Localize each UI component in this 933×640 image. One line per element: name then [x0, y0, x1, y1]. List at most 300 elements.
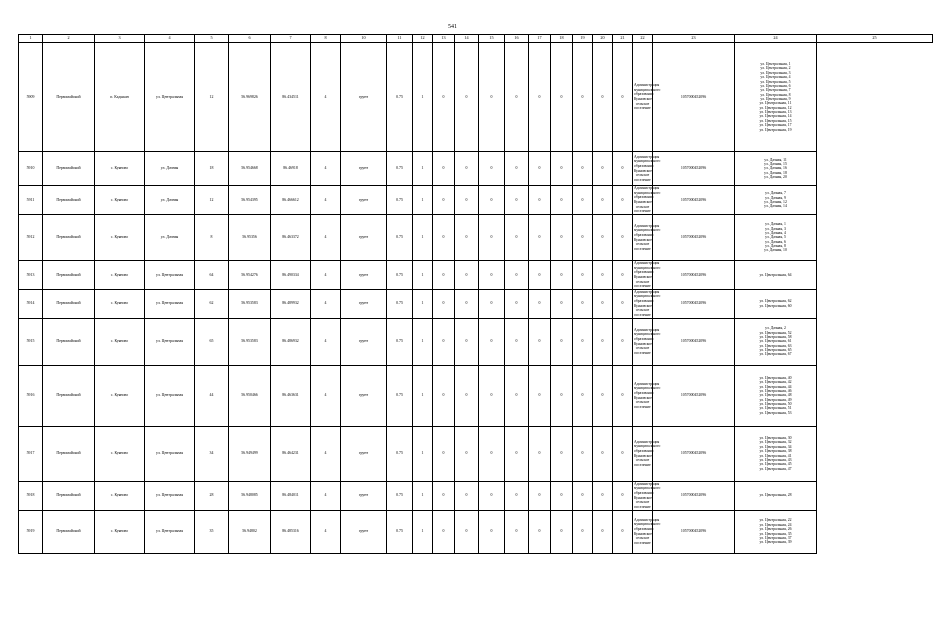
- count-cell: 0: [505, 43, 529, 152]
- count-cell: 0: [433, 318, 455, 365]
- locality-cell: с. Куяново: [95, 510, 145, 553]
- row-number-cell: 5919: [19, 510, 43, 553]
- count-cell: 0: [433, 289, 455, 318]
- column-number-header: 2: [43, 35, 95, 43]
- owner-organization-cell: Администрация муниципального образования Куяновское сельское поселение: [633, 215, 653, 261]
- address-line: ул. Центральная, 28: [759, 493, 792, 498]
- ogrn-cell: 1057000452096: [653, 318, 735, 365]
- count-cell: 0: [529, 289, 551, 318]
- count-cell: 1: [413, 510, 433, 553]
- street-cell: ул. Центральная: [145, 426, 195, 481]
- count-cell: 1: [413, 318, 433, 365]
- owner-organization-cell: Администрация муниципального образования Куяновское сельское поселение: [634, 481, 661, 509]
- count-cell: 0: [613, 215, 633, 261]
- area-cell: 0.75: [387, 289, 413, 318]
- address-line: ул. Центральная, 62: [759, 299, 792, 304]
- house-number-cell: 64: [195, 261, 229, 290]
- count-cell: 0: [593, 426, 613, 481]
- surface-type-cell: грунт: [341, 426, 387, 481]
- count-cell: 1: [413, 152, 433, 186]
- longitude-cell: 86.484011: [271, 481, 311, 510]
- address-line: ул. Дачная, 14: [764, 204, 787, 209]
- count-cell: 0: [529, 43, 551, 152]
- count-cell: 0: [529, 261, 551, 290]
- address-line: ул. Центральная, 1: [760, 62, 791, 67]
- address-line: ул. Центральная, 24: [759, 522, 792, 527]
- count-cell: 0: [505, 152, 529, 186]
- address-line: ул. Дачная, 9: [765, 195, 786, 200]
- count-cell: 1: [413, 261, 433, 290]
- address-line: ул. Дачная, 11: [764, 157, 787, 162]
- count-cell: 0: [505, 186, 529, 215]
- latitude-cell: 56.954276: [229, 261, 271, 290]
- count-cell: 0: [613, 261, 633, 290]
- surface-type-cell: грунт: [341, 318, 387, 365]
- address-line: ул. Центральная, 42: [759, 380, 792, 385]
- locality-cell: с. Куяново: [95, 481, 145, 510]
- street-cell: ул. Дачная: [145, 152, 195, 186]
- count-cell: 0: [455, 426, 479, 481]
- ogrn-cell: 1057000452096: [653, 365, 735, 426]
- count-cell: 0: [573, 186, 593, 215]
- surface-type-cell: грунт: [341, 510, 387, 553]
- address-line: ул. Центральная, 11: [759, 101, 792, 106]
- table-row: [19, 426, 933, 481]
- count-cell: 0: [455, 215, 479, 261]
- latitude-cell: 56.94802: [229, 510, 271, 553]
- district-cell: Первомайский: [43, 481, 95, 510]
- column-number-header: 13: [433, 35, 455, 43]
- address-line: ул. Дачная, 5: [765, 235, 786, 240]
- column-number-header: 14: [455, 35, 479, 43]
- ogrn-cell: 1057000452096: [653, 152, 735, 186]
- count-cell: 0: [455, 152, 479, 186]
- column-number-header: 3: [95, 35, 145, 43]
- count-cell: 0: [551, 152, 573, 186]
- count-cell: 0: [479, 426, 505, 481]
- latitude-cell: 56.95356: [229, 215, 271, 261]
- address-line: ул. Дачная, 7: [765, 191, 786, 196]
- count-cell: 0: [573, 318, 593, 365]
- column-number-header: 21: [613, 35, 633, 43]
- locality-cell: с. Куяново: [95, 365, 145, 426]
- column-number-header: 7: [271, 35, 311, 43]
- column-number-header: 5: [195, 35, 229, 43]
- surface-type-cell: грунт: [341, 43, 387, 152]
- area-cell: 0.75: [387, 215, 413, 261]
- count-cell: 0: [551, 318, 573, 365]
- count-cell: 0: [455, 43, 479, 152]
- count-cell: 0: [529, 215, 551, 261]
- addresses-cell: [735, 186, 817, 215]
- count-cell: 0: [593, 186, 613, 215]
- district-cell: Первомайский: [43, 365, 95, 426]
- district-cell: Первомайский: [43, 426, 95, 481]
- count-cell: 0: [505, 510, 529, 553]
- address-line: ул. Центральная, 51: [759, 406, 792, 411]
- address-line: ул. Центральная, 44: [759, 384, 792, 389]
- longitude-cell: 86.46918: [271, 152, 311, 186]
- count-cell: 0: [529, 318, 551, 365]
- column-number-header: 16: [505, 35, 529, 43]
- count-cell: 0: [573, 426, 593, 481]
- count-cell: 0: [551, 426, 573, 481]
- address-line: ул. Центральная, 6: [760, 83, 791, 88]
- address-line: ул. Дачная, 20: [764, 175, 787, 180]
- count-cell: 0: [551, 186, 573, 215]
- surface-type-cell: грунт: [341, 481, 387, 510]
- column-number-header: 4: [145, 35, 195, 43]
- value-cell: 4: [311, 510, 341, 553]
- count-cell: 0: [551, 289, 573, 318]
- table-row: [19, 510, 933, 553]
- count-cell: 0: [551, 481, 573, 510]
- address-line: ул. Центральная, 67: [759, 352, 792, 357]
- address-line: ул. Дачная, 4: [765, 230, 786, 235]
- address-line: ул. Центральная, 13: [759, 110, 792, 115]
- value-cell: 4: [311, 318, 341, 365]
- count-cell: 0: [551, 510, 573, 553]
- area-cell: 0.75: [387, 510, 413, 553]
- ogrn-cell: 1057000452096: [653, 261, 735, 290]
- column-number-header: 22: [633, 35, 653, 43]
- area-cell: 0.75: [387, 426, 413, 481]
- row-number-cell: 5916: [19, 365, 43, 426]
- longitude-cell: 86.464231: [271, 426, 311, 481]
- count-cell: 0: [529, 152, 551, 186]
- owner-organization-cell: Администрация муниципального образования Куяновское сельское поселение: [634, 289, 661, 317]
- address-line: ул. Центральная, 45: [759, 462, 792, 467]
- address-line: ул. Центральная, 15: [759, 118, 792, 123]
- surface-type-cell: грунт: [341, 261, 387, 290]
- count-cell: 0: [455, 481, 479, 510]
- count-cell: 0: [613, 510, 633, 553]
- count-cell: 0: [479, 318, 505, 365]
- longitude-cell: 86.490334: [271, 261, 311, 290]
- count-cell: 0: [593, 365, 613, 426]
- longitude-cell: 86.486932: [271, 318, 311, 365]
- address-line: ул. Центральная, 39: [759, 540, 792, 545]
- value-cell: 4: [311, 261, 341, 290]
- count-cell: 0: [433, 510, 455, 553]
- count-cell: 0: [479, 510, 505, 553]
- count-cell: 0: [455, 365, 479, 426]
- count-cell: 0: [573, 261, 593, 290]
- district-cell: Первомайский: [43, 43, 95, 152]
- column-number-header: 18: [551, 35, 573, 43]
- district-cell: Первомайский: [43, 215, 95, 261]
- count-cell: 0: [593, 481, 613, 510]
- address-line: ул. Центральная, 35: [759, 531, 792, 536]
- count-cell: 0: [573, 152, 593, 186]
- address-line: ул. Дачная, 16: [764, 166, 787, 171]
- area-cell: 0.75: [387, 261, 413, 290]
- count-cell: 0: [593, 261, 613, 290]
- latitude-cell: 56.948085: [229, 481, 271, 510]
- surface-type-cell: грунт: [341, 152, 387, 186]
- count-cell: 1: [413, 426, 433, 481]
- count-cell: 0: [573, 510, 593, 553]
- count-cell: 0: [573, 215, 593, 261]
- row-number-cell: 5918: [19, 481, 43, 510]
- locality-cell: с. Куяново: [95, 215, 145, 261]
- addresses-cell: [735, 261, 817, 290]
- count-cell: 0: [433, 43, 455, 152]
- count-cell: 0: [551, 215, 573, 261]
- count-cell: 0: [479, 152, 505, 186]
- address-line: ул. Центральная, 4: [760, 75, 791, 80]
- address-line: ул. Центральная, 14: [759, 114, 792, 119]
- addresses-cell: [735, 215, 817, 261]
- address-line: ул. Центральная, 52: [759, 330, 792, 335]
- surface-type-cell: грунт: [341, 289, 387, 318]
- addresses-cell: [735, 152, 817, 186]
- address-line: ул. Центральная, 32: [759, 440, 792, 445]
- longitude-cell: 86.485316: [271, 510, 311, 553]
- table-row: [19, 186, 933, 215]
- street-cell: ул. Центральная: [145, 365, 195, 426]
- addresses-cell: [735, 289, 817, 318]
- ogrn-cell: 1057000452096: [653, 215, 735, 261]
- address-line: ул. Центральная, 49: [759, 397, 792, 402]
- count-cell: 0: [573, 365, 593, 426]
- district-cell: Первомайский: [43, 186, 95, 215]
- district-cell: Первомайский: [43, 152, 95, 186]
- row-number-cell: 5910: [19, 152, 43, 186]
- area-cell: 0.75: [387, 365, 413, 426]
- owner-organization-cell: Администрация муниципального образования Куяновское сельское поселение: [634, 261, 661, 289]
- count-cell: 0: [593, 215, 613, 261]
- row-number-cell: 5917: [19, 426, 43, 481]
- locality-cell: с. Куяново: [95, 186, 145, 215]
- surface-type-cell: грунт: [341, 215, 387, 261]
- count-cell: 0: [593, 152, 613, 186]
- latitude-cell: 56.950466: [229, 365, 271, 426]
- address-line: ул. Центральная, 50: [759, 402, 792, 407]
- table-row: [19, 43, 933, 152]
- count-cell: 1: [413, 481, 433, 510]
- latitude-cell: 56.954668: [229, 152, 271, 186]
- address-line: ул. Дачная, 12: [764, 200, 787, 204]
- area-cell: 0.75: [387, 43, 413, 152]
- column-number-row: [19, 35, 933, 43]
- address-line: ул. Центральная, 41: [759, 453, 792, 458]
- address-line: ул. Центральная, 22: [759, 518, 792, 523]
- count-cell: 0: [505, 215, 529, 261]
- longitude-cell: 86.434511: [271, 43, 311, 152]
- area-cell: 0.75: [387, 318, 413, 365]
- address-line: ул. Дачная, 6: [765, 239, 786, 244]
- longitude-cell: 86.463631: [271, 365, 311, 426]
- address-line: ул. Центральная, 64: [759, 272, 792, 277]
- longitude-cell: 86.466612: [271, 186, 311, 215]
- address-line: ул. Дачная, 18: [764, 170, 787, 175]
- count-cell: 0: [613, 43, 633, 152]
- latitude-cell: 56.949499: [229, 426, 271, 481]
- count-cell: 0: [613, 289, 633, 318]
- longitude-cell: 86.489932: [271, 289, 311, 318]
- area-cell: 0.75: [387, 481, 413, 510]
- table-row: [19, 289, 933, 318]
- address-line: ул. Центральная, 63: [759, 343, 792, 348]
- count-cell: 0: [593, 318, 613, 365]
- count-cell: 0: [593, 510, 613, 553]
- count-cell: 0: [613, 365, 633, 426]
- owner-organization-cell: Администрация муниципального образования Куяновское сельское поселение: [633, 510, 653, 553]
- address-line: ул. Центральная, 34: [759, 444, 792, 449]
- addresses-cell: [735, 481, 817, 510]
- address-line: ул. Дачная, 10: [764, 248, 787, 253]
- address-line: ул. Дачная, 8: [765, 244, 786, 249]
- count-cell: 0: [479, 215, 505, 261]
- count-cell: 0: [433, 152, 455, 186]
- address-line: ул. Центральная, 46: [759, 388, 792, 393]
- street-cell: ул. Дачная: [145, 215, 195, 261]
- surface-type-cell: грунт: [341, 365, 387, 426]
- district-cell: Первомайский: [43, 289, 95, 318]
- count-cell: 0: [529, 186, 551, 215]
- column-number-header: 6: [229, 35, 271, 43]
- count-cell: 0: [479, 261, 505, 290]
- count-cell: 0: [551, 365, 573, 426]
- count-cell: 1: [413, 365, 433, 426]
- count-cell: 0: [593, 289, 613, 318]
- page-number: 541: [448, 24, 457, 30]
- address-line: ул. Центральная, 65: [759, 348, 792, 353]
- count-cell: 0: [479, 43, 505, 152]
- count-cell: 0: [479, 365, 505, 426]
- ogrn-cell: 1057000452096: [653, 43, 735, 152]
- table-row: [19, 215, 933, 261]
- address-line: ул. Центральная, 43: [759, 457, 792, 462]
- address-line: ул. Центральная, 9: [760, 97, 791, 101]
- locality-cell: с. Куяново: [95, 261, 145, 290]
- table-body: [19, 43, 933, 554]
- house-number-cell: 44: [195, 365, 229, 426]
- address-line: ул. Дачная, 3: [765, 226, 786, 231]
- locality-cell: п. Кадыкан: [95, 43, 145, 152]
- owner-organization-cell: Администрация муниципального образования Куяновское сельское поселение: [633, 318, 653, 365]
- area-cell: 0.75: [387, 152, 413, 186]
- address-line: ул. Центральная, 40: [759, 375, 792, 380]
- address-line: ул. Центральная, 53: [759, 410, 792, 415]
- count-cell: 0: [433, 365, 455, 426]
- column-number-header: 12: [413, 35, 433, 43]
- count-cell: 0: [505, 426, 529, 481]
- address-line: ул. Дачная, 15: [764, 161, 787, 166]
- row-number-cell: 5909: [19, 43, 43, 152]
- house-number-cell: 28: [195, 481, 229, 510]
- address-line: ул. Центральная, 60: [759, 303, 792, 308]
- column-number-header: 25: [817, 35, 933, 43]
- column-number-header: 8: [311, 35, 341, 43]
- count-cell: 0: [573, 289, 593, 318]
- value-cell: 4: [311, 289, 341, 318]
- count-cell: 0: [505, 289, 529, 318]
- house-number-cell: 62: [195, 289, 229, 318]
- addresses-cell: [735, 43, 817, 152]
- count-cell: 0: [505, 318, 529, 365]
- count-cell: 0: [505, 481, 529, 510]
- owner-organization-cell: Администрация муниципального образования Куяновское сельское поселение: [633, 426, 653, 481]
- street-cell: ул. Центральная: [145, 481, 195, 510]
- column-number-header: 19: [573, 35, 593, 43]
- count-cell: 1: [413, 43, 433, 152]
- owner-organization-cell: Администрация муниципального образования Куяновское сельское поселение: [633, 365, 653, 426]
- ogrn-cell: 1057000452096: [653, 289, 735, 318]
- house-number-cell: 65: [195, 318, 229, 365]
- address-line: ул. Дачная, 2: [765, 326, 786, 331]
- count-cell: 0: [479, 481, 505, 510]
- row-number-cell: 5912: [19, 215, 43, 261]
- count-cell: 0: [613, 186, 633, 215]
- addresses-cell: [735, 426, 817, 481]
- column-number-header: 23: [653, 35, 735, 43]
- district-cell: Первомайский: [43, 261, 95, 290]
- value-cell: 4: [311, 186, 341, 215]
- column-number-header: 20: [593, 35, 613, 43]
- count-cell: 0: [433, 481, 455, 510]
- table-row: [19, 318, 933, 365]
- count-cell: 0: [479, 186, 505, 215]
- address-line: ул. Центральная, 48: [759, 393, 792, 398]
- owner-organization-cell: Администрация муниципального образования Куяновское сельское поселение: [633, 152, 653, 186]
- count-cell: 1: [413, 186, 433, 215]
- count-cell: 0: [433, 215, 455, 261]
- count-cell: 0: [573, 43, 593, 152]
- row-number-cell: 5911: [19, 186, 43, 215]
- count-cell: 0: [529, 510, 551, 553]
- count-cell: 0: [433, 186, 455, 215]
- count-cell: 0: [573, 481, 593, 510]
- registry-table: [18, 34, 933, 554]
- count-cell: 0: [505, 261, 529, 290]
- table-row: [19, 365, 933, 426]
- count-cell: 0: [433, 426, 455, 481]
- count-cell: 0: [433, 261, 455, 290]
- surface-type-cell: грунт: [341, 186, 387, 215]
- table-row: [19, 261, 933, 290]
- count-cell: 0: [529, 481, 551, 510]
- street-cell: ул. Центральная: [145, 261, 195, 290]
- column-number-header: 15: [479, 35, 505, 43]
- address-line: ул. Центральная, 38: [759, 449, 792, 454]
- address-line: ул. Центральная, 2: [760, 66, 791, 71]
- latitude-cell: 56.953583: [229, 318, 271, 365]
- count-cell: 0: [613, 481, 633, 510]
- house-number-cell: 18: [195, 152, 229, 186]
- ogrn-cell: 1057000452096: [653, 186, 735, 215]
- district-cell: Первомайский: [43, 510, 95, 553]
- street-cell: ул. Центральная: [145, 510, 195, 553]
- row-number-cell: 5914: [19, 289, 43, 318]
- count-cell: 0: [455, 186, 479, 215]
- locality-cell: с. Куяново: [95, 318, 145, 365]
- owner-organization-cell: Администрация муниципального образования Куяновское сельское поселение: [633, 43, 653, 152]
- street-cell: ул. Центральная: [145, 43, 195, 152]
- row-number-cell: 5915: [19, 318, 43, 365]
- count-cell: 0: [505, 365, 529, 426]
- count-cell: 0: [613, 318, 633, 365]
- column-number-header: 1: [19, 35, 43, 43]
- count-cell: 0: [529, 365, 551, 426]
- count-cell: 0: [529, 426, 551, 481]
- address-line: ул. Центральная, 30: [759, 436, 792, 441]
- value-cell: 4: [311, 215, 341, 261]
- value-cell: 4: [311, 152, 341, 186]
- ogrn-cell: 1057000452096: [653, 481, 735, 510]
- house-number-cell: 34: [195, 426, 229, 481]
